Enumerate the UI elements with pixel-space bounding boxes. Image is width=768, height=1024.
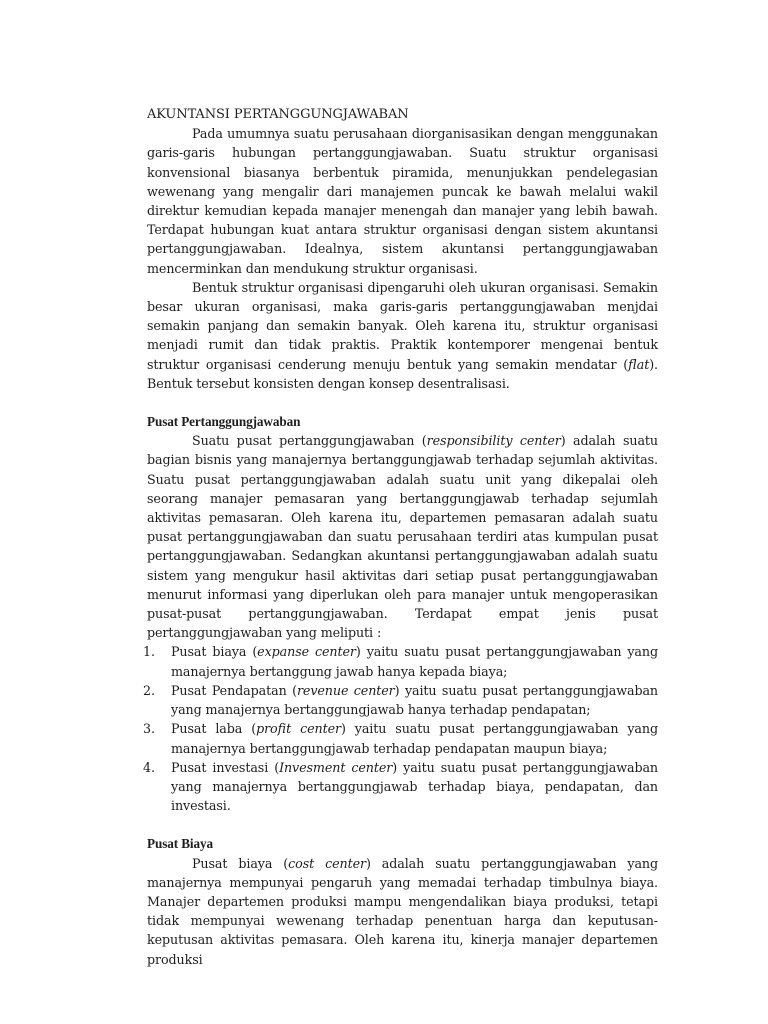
- responsibility-center-list: [143, 642, 659, 815]
- section-heading-pusat-pertanggungjawaban: Pusat Pertanggungjawaban: [147, 414, 301, 430]
- document-title: AKUNTANSI PERTANGGUNGJAWABAN: [147, 107, 409, 122]
- section-heading-pusat-biaya: Pusat Biaya: [147, 836, 213, 852]
- list-item: 4. Pusat investasi (Invesment center) yaitu suatu pusat pertanggungjawaban yang manajernya bertanggungjawab terhadap biaya, pendapatan, dan investasi.: [143, 759, 659, 814]
- spacer: [147, 815, 658, 834]
- section2-paragraph: Pusat biaya (cost center) adalah suatu pertanggungjawaban yang manajernya mempunyai pengaruh yang memadai terhadap timbulnya biaya. Manajer departemen produksi mampu mengendalikan biaya produksi, tetapi tidak mempunyai wewenang terhadap penentuan harga dan keputusan-keputusan aktivitas pemasara. Oleh karena itu, kinerja manajer departemen produksi: [147, 855, 658, 967]
- italic-term: flat: [628, 356, 650, 372]
- spacer: [147, 393, 658, 412]
- intro-paragraph-1: Pada umumnya suatu perusahaan diorganisasikan dengan menggunakan garis-garis hubungan pertanggungjawaban. Suatu struktur organisasi konvensional biasanya berbentuk piramida, menunjukkan pendelegasian wewenang yang mengalir dari manajemen puncak ke bawah melalui wakil direktur kemudian kepada manajer menengah dan manajer yang lebih bawah. Terdapat hubungan kuat antara struktur organisasi dengan sistem akuntansi pertanggungjawaban. Idealnya, sistem akuntansi pertanggungjawaban mencerminkan dan mendukung struktur organisasi.: [147, 126, 658, 276]
- list-item: 1. Pusat biaya (expanse center) yaitu suatu pusat pertanggungjawaban yang manajernya bertanggung jawab hanya kepada biaya;: [143, 644, 658, 679]
- italic-term: cost center: [288, 855, 366, 871]
- intro-paragraph-2: Bentuk struktur organisasi dipengaruhi oleh ukuran organisasi. Semakin besar ukuran organisasi, maka garis-garis pertanggungjawaban menjdai semakin panjang dan semakin banyak. Oleh karena itu, struktur organisasi menjadi rumit dan tidak praktis. Praktik kontemporer mengenai bentuk struktur organisasi cenderung menuju bentuk yang semakin mendatar (flat). Bentuk tersebut konsisten dengan konsep desentralisasi.: [147, 279, 658, 391]
- section1-paragraph: Suatu pusat pertanggungjawaban (responsibility center) adalah suatu bagian bisnis yang manajernya bertanggungjawab terhadap sejumlah aktivitas. Suatu pusat pertanggungjawaban adalah suatu unit yang dikepalai oleh seorang manajer pemasaran yang bertanggungjawab terhadap sejumlah aktivitas pemasaran. Oleh karena itu, departemen pemasaran adalah suatu pusat pertanggungjawaban dan suatu perusahaan terdiri atas kumpulan pusat pertanggungjawaban. Sedangkan akuntansi pertanggungjawaban adalah suatu sistem yang mengukur hasil aktivitas dari setiap pusat pertanggungjawaban menurut informasi yang diperlukan oleh para manajer untuk mengoperasikan pusat-pusat pertanggungjawaban. Terdapat empat jenis pusat pertanggungjawaban yang meliputi :: [147, 433, 658, 641]
- document-page: [143, 105, 659, 969]
- list-item: 2. Pusat Pendapatan (revenue center) yaitu suatu pusat pertanggungjawaban yang manajernya bertanggungjawab hanya terhadap pendapatan;: [143, 682, 658, 718]
- list-item: 3. Pusat laba (profit center) yaitu suatu pusat pertanggungjawaban yang manajernya bertanggungjawab terhadap pendapatan maupun biaya;: [143, 721, 658, 756]
- italic-term: responsibility center: [426, 433, 561, 449]
